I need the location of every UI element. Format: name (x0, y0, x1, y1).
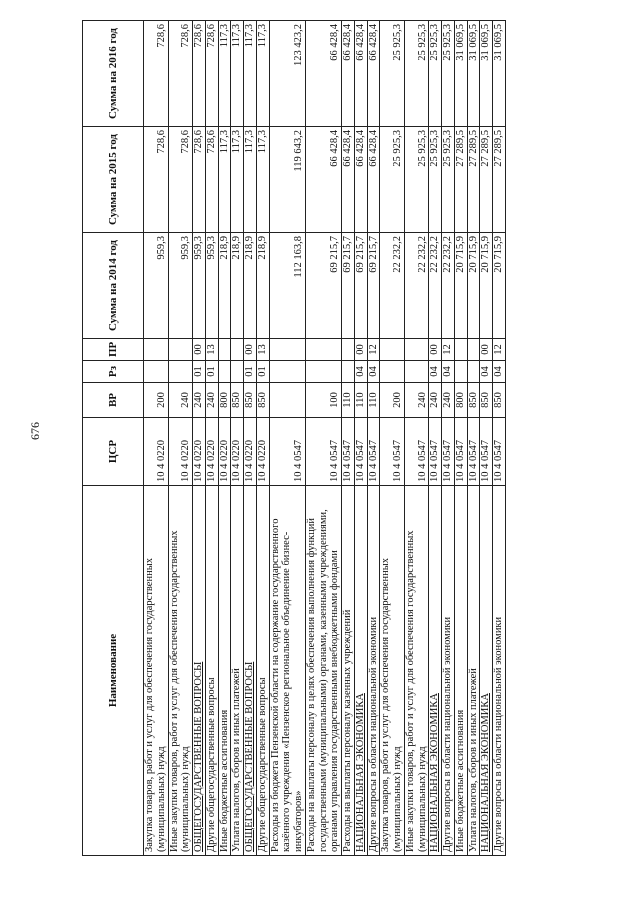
cell-name: Расходы на выплаты персоналу казенных учреждений (342, 486, 355, 856)
cell-2015: 117,3 (231, 127, 244, 233)
cell-name: Иные закупки товаров, работ и услуг для обеспечения государственных (муниципальных) нужд (168, 486, 193, 856)
table-row (442, 21, 455, 856)
cell-pr: 00 (193, 339, 206, 361)
cell-rz (231, 361, 244, 383)
cell-name: Другие общегосударственные вопросы (205, 486, 218, 856)
cell-2016: 31 069,5 (467, 21, 480, 127)
cell-2015: 25 925,3 (404, 127, 429, 233)
cell-2014: 218,9 (256, 233, 269, 339)
cell-name: Другие вопросы в области национальной экономики (493, 486, 506, 856)
cell-2014: 112 163,8 (269, 233, 305, 339)
cell-2015: 728,6 (193, 127, 206, 233)
cell-pr: 12 (442, 339, 455, 361)
cell-csr: 10 4 0220 (231, 418, 244, 486)
cell-csr: 10 4 0547 (493, 418, 506, 486)
cell-rz (218, 361, 231, 383)
cell-pr (380, 339, 405, 361)
cell-rz (168, 361, 193, 383)
cell-pr (305, 339, 341, 361)
cell-name: Уплата налогов, сборов и иных платежей (231, 486, 244, 856)
cell-2014: 69 215,7 (305, 233, 341, 339)
budget-table (82, 20, 506, 856)
cell-rz: 01 (193, 361, 206, 383)
cell-2016: 123 423,2 (269, 21, 305, 127)
cell-csr: 10 4 0547 (367, 418, 380, 486)
cell-vr: 200 (380, 383, 405, 418)
cell-vr: 240 (429, 383, 442, 418)
cell-2014: 69 215,7 (342, 233, 355, 339)
cell-2015: 25 925,3 (429, 127, 442, 233)
cell-2015: 119 643,2 (269, 127, 305, 233)
cell-name: Иные закупки товаров, работ и услуг для обеспечения государственных (муниципальных) нужд (404, 486, 429, 856)
cell-rz (404, 361, 429, 383)
cell-pr: 00 (354, 339, 367, 361)
cell-2016: 728,6 (168, 21, 193, 127)
table-row (269, 21, 305, 856)
cell-2015: 27 289,5 (480, 127, 493, 233)
cell-2016: 25 925,3 (429, 21, 442, 127)
cell-vr: 850 (467, 383, 480, 418)
cell-pr: 00 (244, 339, 257, 361)
header-csr: ЦСР (83, 418, 144, 486)
cell-name: Другие вопросы в области национальной экономики (442, 486, 455, 856)
rotated-table-container (82, 21, 579, 856)
table-row (480, 21, 493, 856)
cell-rz (342, 361, 355, 383)
cell-2015: 728,6 (168, 127, 193, 233)
cell-rz: 04 (429, 361, 442, 383)
cell-name: НАЦИОНАЛЬНАЯ ЭКОНОМИКА (480, 486, 493, 856)
cell-name: НАЦИОНАЛЬНАЯ ЭКОНОМИКА (354, 486, 367, 856)
cell-name: Иные бюджетные ассигнования (454, 486, 467, 856)
table-row (218, 21, 231, 856)
table-row (342, 21, 355, 856)
cell-csr: 10 4 0547 (305, 418, 341, 486)
cell-name: Иные бюджетные ассигнования (218, 486, 231, 856)
cell-2014: 959,3 (205, 233, 218, 339)
table-row (193, 21, 206, 856)
header-pr: ПР (83, 339, 144, 361)
cell-rz: 01 (205, 361, 218, 383)
cell-name: Уплата налогов, сборов и иных платежей (467, 486, 480, 856)
cell-vr: 850 (256, 383, 269, 418)
cell-rz: 04 (493, 361, 506, 383)
cell-2016: 31 069,5 (493, 21, 506, 127)
cell-2015: 66 428,4 (367, 127, 380, 233)
cell-csr: 10 4 0220 (244, 418, 257, 486)
header-2014: Сумма на 2014 год (83, 233, 144, 339)
cell-2014: 69 215,7 (354, 233, 367, 339)
cell-name: Расходы на выплаты персоналу в целях обеспечения выполнения функций государственными (муниципальными) органами, казенными учреждениями, органами управления государственными внебюджетными фондами (305, 486, 341, 856)
cell-vr: 850 (244, 383, 257, 418)
cell-2015: 728,6 (144, 127, 169, 233)
cell-pr (342, 339, 355, 361)
cell-2016: 25 925,3 (404, 21, 429, 127)
table-body (144, 21, 506, 856)
table-row (493, 21, 506, 856)
cell-2016: 31 069,5 (454, 21, 467, 127)
cell-2014: 959,3 (193, 233, 206, 339)
cell-2016: 66 428,4 (342, 21, 355, 127)
cell-rz: 04 (442, 361, 455, 383)
table-row (454, 21, 467, 856)
cell-2015: 66 428,4 (342, 127, 355, 233)
cell-csr: 10 4 0220 (168, 418, 193, 486)
cell-csr: 10 4 0220 (218, 418, 231, 486)
cell-vr: 240 (205, 383, 218, 418)
cell-2015: 27 289,5 (454, 127, 467, 233)
cell-2015: 25 925,3 (442, 127, 455, 233)
cell-pr (168, 339, 193, 361)
cell-pr (231, 339, 244, 361)
cell-pr (269, 339, 305, 361)
cell-rz: 04 (480, 361, 493, 383)
cell-2016: 66 428,4 (305, 21, 341, 127)
cell-rz (305, 361, 341, 383)
cell-rz: 04 (367, 361, 380, 383)
table-row (354, 21, 367, 856)
cell-2016: 25 925,3 (442, 21, 455, 127)
cell-vr: 800 (454, 383, 467, 418)
cell-2016: 728,6 (144, 21, 169, 127)
cell-rz: 01 (244, 361, 257, 383)
table-row (367, 21, 380, 856)
cell-2014: 959,3 (168, 233, 193, 339)
cell-2014: 20 715,9 (467, 233, 480, 339)
cell-csr: 10 4 0547 (404, 418, 429, 486)
cell-2014: 22 232,2 (380, 233, 405, 339)
cell-2016: 117,3 (231, 21, 244, 127)
cell-2016: 66 428,4 (367, 21, 380, 127)
cell-2014: 20 715,9 (493, 233, 506, 339)
cell-rz (467, 361, 480, 383)
cell-pr (144, 339, 169, 361)
cell-2014: 959,3 (144, 233, 169, 339)
cell-name: ОБЩЕГОСУДАРСТВЕННЫЕ ВОПРОСЫ (244, 486, 257, 856)
header-rz: Рз (83, 361, 144, 383)
cell-name: Расходы из бюджета Пензенской области на содержание государственного казённого учреждения «Пензенское региональное объединение бизнес-инкубаторов» (269, 486, 305, 856)
cell-csr: 10 4 0547 (354, 418, 367, 486)
cell-pr (454, 339, 467, 361)
cell-pr: 13 (256, 339, 269, 361)
cell-rz: 04 (354, 361, 367, 383)
cell-pr (218, 339, 231, 361)
cell-2014: 218,9 (244, 233, 257, 339)
table-row (429, 21, 442, 856)
cell-pr: 00 (480, 339, 493, 361)
table-row (380, 21, 405, 856)
cell-vr: 100 (305, 383, 341, 418)
cell-csr: 10 4 0220 (256, 418, 269, 486)
cell-name: НАЦИОНАЛЬНАЯ ЭКОНОМИКА (429, 486, 442, 856)
cell-name: Другие общегосударственные вопросы (256, 486, 269, 856)
cell-csr: 10 4 0547 (454, 418, 467, 486)
cell-rz (144, 361, 169, 383)
cell-vr: 110 (342, 383, 355, 418)
cell-2014: 22 232,2 (404, 233, 429, 339)
cell-rz (454, 361, 467, 383)
cell-2015: 66 428,4 (354, 127, 367, 233)
cell-rz (380, 361, 405, 383)
header-name: Наименование (83, 486, 144, 856)
cell-vr: 200 (144, 383, 169, 418)
cell-vr: 240 (404, 383, 429, 418)
table-row (168, 21, 193, 856)
table-row (244, 21, 257, 856)
cell-2015: 27 289,5 (493, 127, 506, 233)
table-row (231, 21, 244, 856)
table-row (144, 21, 169, 856)
cell-2016: 728,6 (193, 21, 206, 127)
cell-vr: 240 (193, 383, 206, 418)
cell-2014: 20 715,9 (454, 233, 467, 339)
cell-2015: 117,3 (218, 127, 231, 233)
cell-pr: 13 (205, 339, 218, 361)
cell-csr: 10 4 0547 (442, 418, 455, 486)
cell-pr: 12 (367, 339, 380, 361)
cell-2014: 218,9 (231, 233, 244, 339)
cell-pr: 12 (493, 339, 506, 361)
header-row (83, 21, 144, 856)
cell-2015: 117,3 (256, 127, 269, 233)
cell-csr: 10 4 0547 (380, 418, 405, 486)
table-header (83, 21, 144, 856)
cell-2015: 25 925,3 (380, 127, 405, 233)
cell-pr: 00 (429, 339, 442, 361)
cell-rz (269, 361, 305, 383)
cell-csr: 10 4 0547 (480, 418, 493, 486)
cell-2014: 22 232,2 (429, 233, 442, 339)
header-2016: Сумма на 2016 год (83, 21, 144, 127)
cell-vr: 850 (231, 383, 244, 418)
cell-2014: 218,9 (218, 233, 231, 339)
cell-2016: 66 428,4 (354, 21, 367, 127)
table-row (404, 21, 429, 856)
cell-csr: 10 4 0547 (429, 418, 442, 486)
header-2015: Сумма на 2015 год (83, 127, 144, 233)
cell-vr (269, 383, 305, 418)
cell-vr: 240 (168, 383, 193, 418)
cell-vr: 800 (218, 383, 231, 418)
cell-2015: 66 428,4 (305, 127, 341, 233)
cell-csr: 10 4 0220 (193, 418, 206, 486)
table-row (256, 21, 269, 856)
cell-csr: 10 4 0220 (205, 418, 218, 486)
cell-2016: 25 925,3 (380, 21, 405, 127)
cell-2015: 27 289,5 (467, 127, 480, 233)
cell-rz: 01 (256, 361, 269, 383)
cell-csr: 10 4 0547 (467, 418, 480, 486)
table-row (305, 21, 341, 856)
cell-csr: 10 4 0547 (342, 418, 355, 486)
cell-2016: 117,3 (256, 21, 269, 127)
page-number: 676 (28, 422, 42, 440)
table-row (467, 21, 480, 856)
cell-2016: 728,6 (205, 21, 218, 127)
cell-csr: 10 4 0547 (269, 418, 305, 486)
cell-2014: 69 215,7 (367, 233, 380, 339)
cell-vr: 850 (493, 383, 506, 418)
cell-2016: 117,3 (218, 21, 231, 127)
cell-vr: 110 (354, 383, 367, 418)
cell-name: Закупка товаров, работ и услуг для обеспечения государственных (муниципальных) нужд (380, 486, 405, 856)
cell-2014: 22 232,2 (442, 233, 455, 339)
cell-name: Закупка товаров, работ и услуг для обеспечения государственных (муниципальных) нужд (144, 486, 169, 856)
cell-2015: 117,3 (244, 127, 257, 233)
cell-vr: 240 (442, 383, 455, 418)
table-row (205, 21, 218, 856)
cell-name: ОБЩЕГОСУДАРСТВЕННЫЕ ВОПРОСЫ (193, 486, 206, 856)
cell-2015: 728,6 (205, 127, 218, 233)
cell-csr: 10 4 0220 (144, 418, 169, 486)
cell-pr (467, 339, 480, 361)
cell-2016: 31 069,5 (480, 21, 493, 127)
cell-2014: 20 715,9 (480, 233, 493, 339)
cell-name: Другие вопросы в области национальной экономики (367, 486, 380, 856)
header-vr: ВР (83, 383, 144, 418)
cell-pr (404, 339, 429, 361)
cell-2016: 117,3 (244, 21, 257, 127)
cell-vr: 110 (367, 383, 380, 418)
cell-vr: 850 (480, 383, 493, 418)
